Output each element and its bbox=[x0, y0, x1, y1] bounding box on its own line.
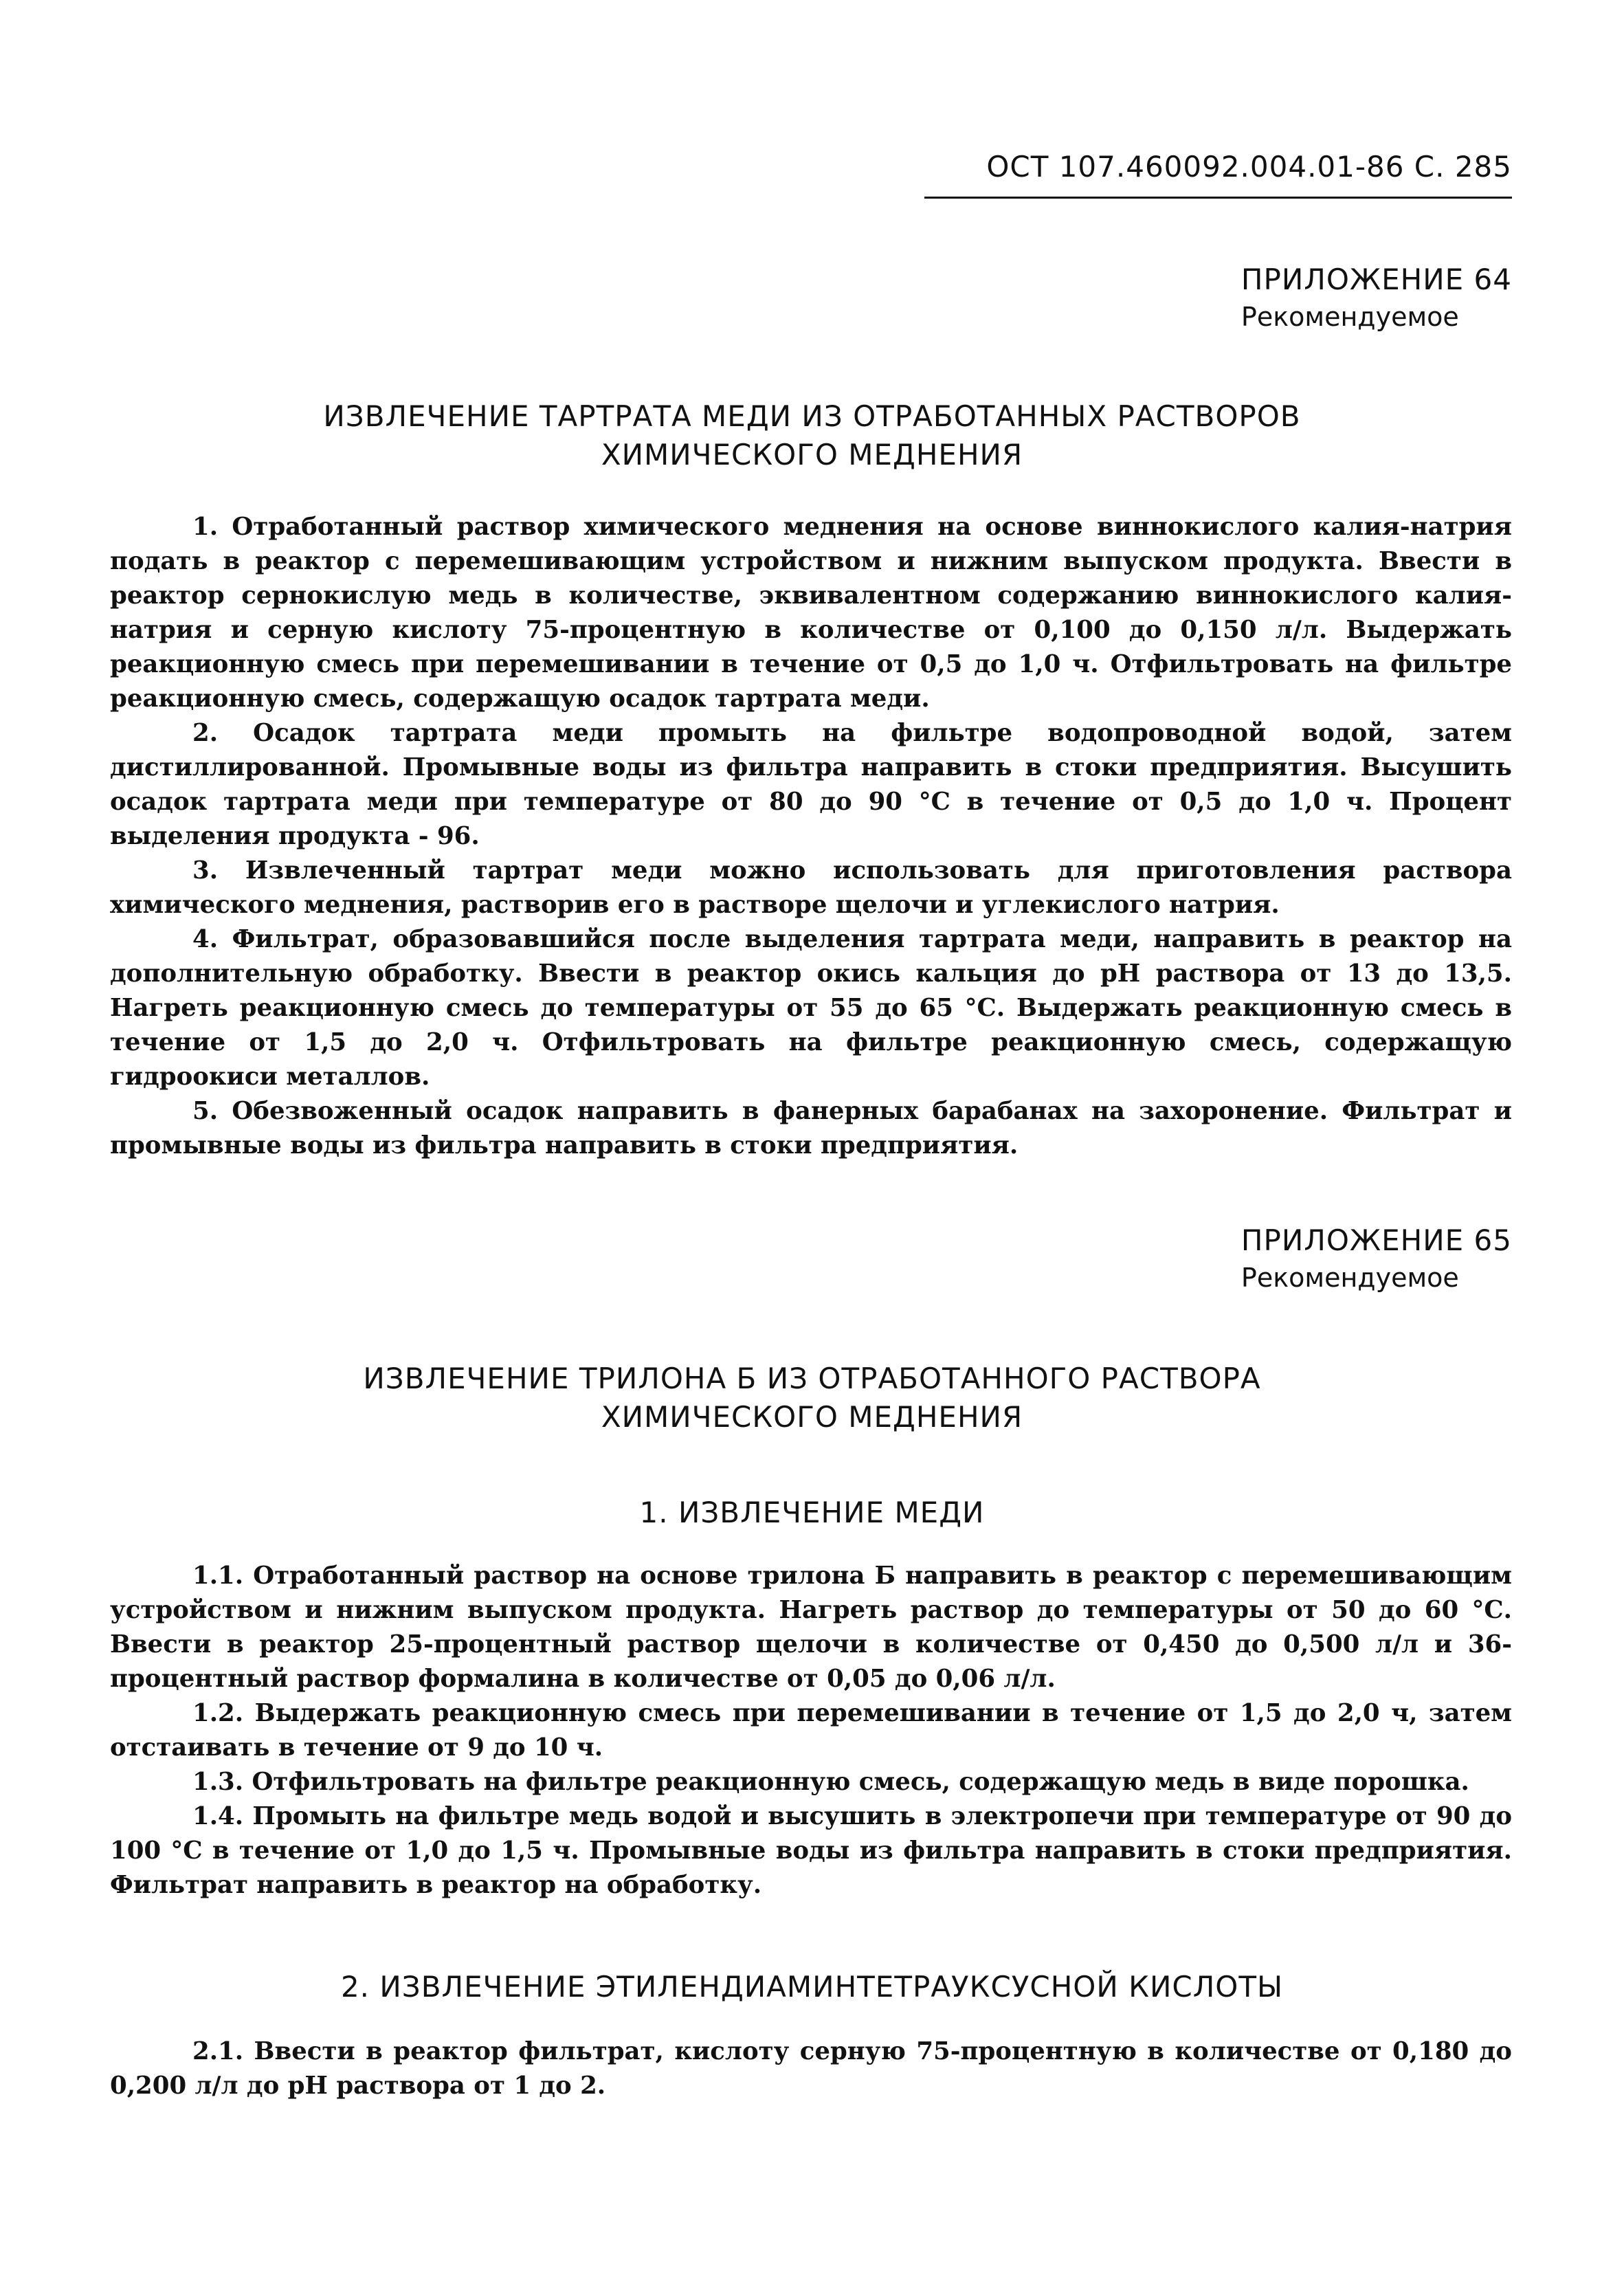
appendix-64-title bbox=[0, 397, 1624, 474]
appendix-64-label: ПРИЛОЖЕНИЕ 64 bbox=[1241, 263, 1512, 296]
appendix-64-body bbox=[110, 510, 1512, 1163]
appendix-64-title-line2: ХИМИЧЕСКОГО МЕДНЕНИЯ bbox=[601, 438, 1023, 472]
appendix-65-label-block bbox=[1241, 1223, 1512, 1293]
paragraph: 1.2. Выдержать реакционную смесь при перемешивании в течение от 1,5 до 2,0 ч, затем отстаивать в течение от 9 до 10 ч. bbox=[110, 1699, 1512, 1762]
paragraph: 2.1. Ввести в реактор фильтрат, кислоту серную 75-процентную в количестве от 0,180 до 0,200 л/л до рН раствора от 1 до 2. bbox=[110, 2037, 1512, 2100]
paragraph: 3. Извлеченный тартрат меди можно использовать для приготовления раствора химического меднения, растворив его в растворе щелочи и углекислого натрия. bbox=[110, 856, 1512, 919]
appendix-65-status: Рекомендуемое bbox=[1241, 1263, 1459, 1293]
paragraph: 1.4. Промыть на фильтре медь водой и высушить в электропечи при температуре от 90 до 100 °С в течение от 1,0 до 1,5 ч. Промывные воды из фильтра направить в стоки предприятия. Фильтрат направить в реактор на обработку. bbox=[110, 1802, 1512, 1899]
paragraph: 2. Осадок тартрата меди промыть на фильтре водопроводной водой, затем дистиллированной. Промывные воды из фильтра направить в стоки предприятия. Высушить осадок тартрата меди при температуре от 80 до 90 °С в течение от 0,5 до 1,0 ч. Процент выделения продукта - 96. bbox=[110, 719, 1512, 850]
appendix-65-title-line2: ХИМИЧЕСКОГО МЕДНЕНИЯ bbox=[601, 1400, 1023, 1434]
appendix-65-title bbox=[0, 1360, 1624, 1437]
appendix-65-title-line1: ИЗВЛЕЧЕНИЕ ТРИЛОНА Б ИЗ ОТРАБОТАННОГО РАСТВОРА bbox=[363, 1362, 1261, 1395]
header-rule bbox=[924, 197, 1512, 199]
appendix-65-label: ПРИЛОЖЕНИЕ 65 bbox=[1241, 1223, 1512, 1257]
section-2-title: 2. ИЗВЛЕЧЕНИЕ ЭТИЛЕНДИАМИНТЕТРАУКСУСНОЙ КИСЛОТЫ bbox=[340, 1970, 1284, 2004]
paragraph: 1. Отработанный раствор химического меднения на основе виннокислого калия-натрия подать в реактор с перемешивающим устройством и нижним выпуском продукта. Ввести в реактор сернокислую медь в количестве, эквивалентном содержанию виннокислого калия-натрия и серную кислоту 75-процентную в количестве от 0,100 до 0,150 л/л. Выдержать реакционную смесь при перемешивании в течение от 0,5 до 1,0 ч. Отфильтровать на фильтре реакционную смесь, содержащую осадок тартрата меди. bbox=[110, 513, 1512, 713]
paragraph: 4. Фильтрат, образовавшийся после выделения тартрата меди, направить в реактор на дополнительную обработку. Ввести в реактор окись кальция до рН раствора от 13 до 13,5. Нагреть реакционную смесь до температуры от 55 до 65 °С. Выдержать реакционную смесь в течение от 1,5 до 2,0 ч. Отфильтровать на фильтре реакционную смесь, содержащую гидроокиси металлов. bbox=[110, 925, 1512, 1091]
page-header-code: ОСТ 107.460092.004.01-86 С. 285 bbox=[986, 150, 1512, 184]
section-1-body bbox=[110, 1559, 1512, 1903]
section-1-title: 1. ИЗВЛЕЧЕНИЕ МЕДИ bbox=[639, 1496, 985, 1529]
paragraph: 1.1. Отработанный раствор на основе трилона Б направить в реактор с перемешивающим устройством и нижним выпуском продукта. Нагреть раствор до температуры от 50 до 60 °С. Ввести в реактор 25-процентный раствор щелочи в количестве от 0,450 до 0,500 л/л и 36-процентный раствор формалина в количестве от 0,05 до 0,06 л/л. bbox=[110, 1562, 1512, 1693]
appendix-64-title-line1: ИЗВЛЕЧЕНИЕ ТАРТРАТА МЕДИ ИЗ ОТРАБОТАННЫХ РАСТВОРОВ bbox=[323, 399, 1301, 433]
paragraph: 5. Обезвоженный осадок направить в фанерных барабанах на захоронение. Фильтрат и промывные воды из фильтра направить в стоки предприятия. bbox=[110, 1097, 1512, 1160]
section-2-body bbox=[110, 2034, 1512, 2103]
paragraph: 1.3. Отфильтровать на фильтре реакционную смесь, содержащую медь в виде порошка. bbox=[192, 1768, 1469, 1796]
appendix-64-label-block bbox=[1241, 263, 1512, 332]
appendix-64-status: Рекомендуемое bbox=[1241, 302, 1459, 332]
